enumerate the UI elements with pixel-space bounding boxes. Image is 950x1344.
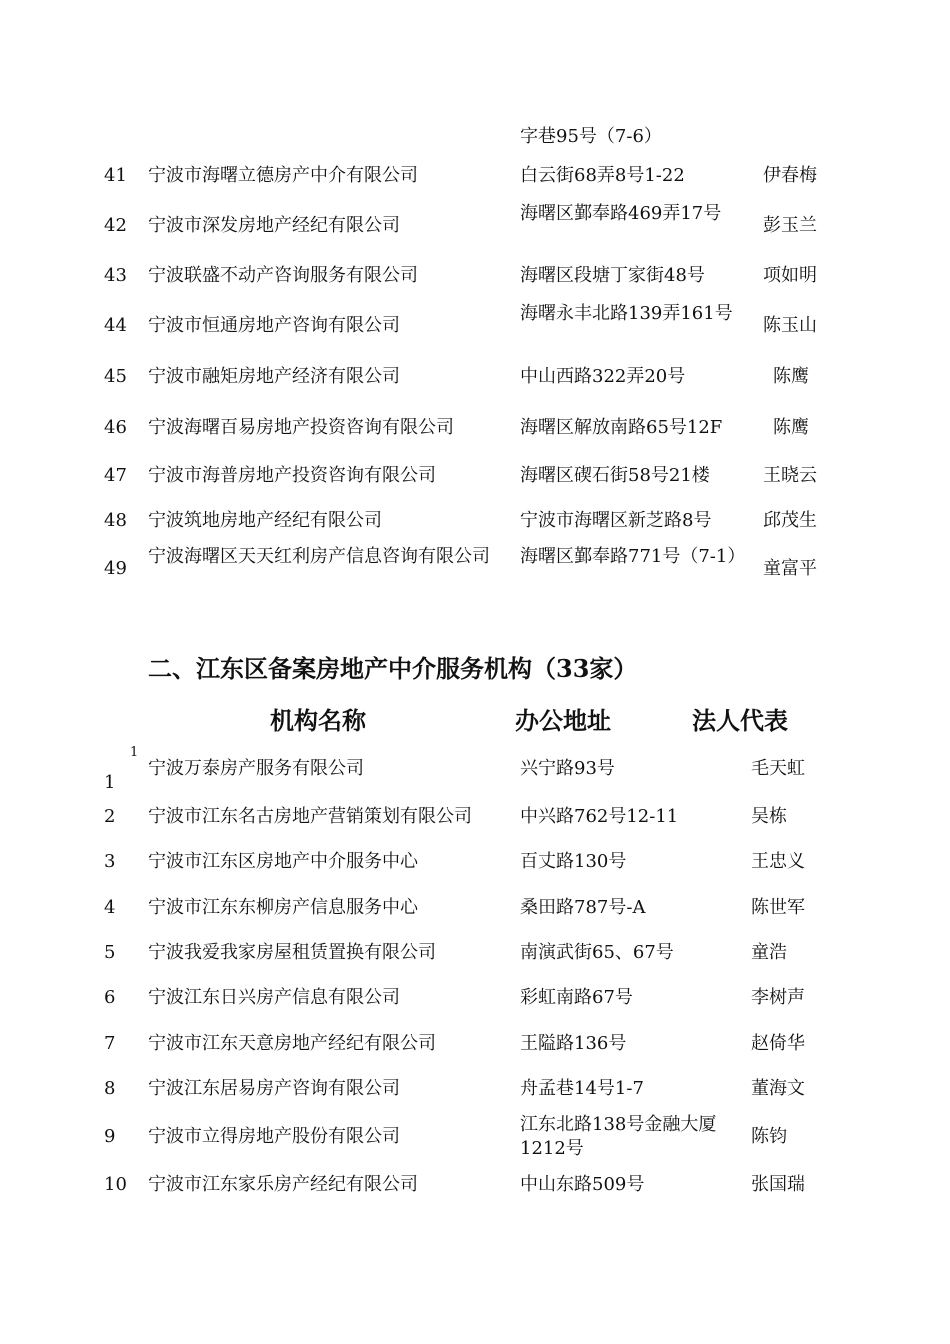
footnote-mark: 1	[130, 745, 139, 760]
office-address: 中山东路509号	[520, 1174, 645, 1195]
legal-representative: 项如明	[763, 265, 817, 286]
office-address: 舟孟巷14号1-7	[520, 1078, 644, 1099]
company-name: 宁波市融矩房地产经济有限公司	[148, 366, 400, 387]
legal-representative: 邱茂生	[763, 510, 817, 531]
row-number: 47	[104, 465, 127, 486]
row-number: 43	[104, 265, 127, 286]
company-name: 宁波江东居易房产咨询有限公司	[148, 1078, 400, 1099]
legal-representative: 陈世军	[751, 897, 805, 918]
row-number: 8	[104, 1078, 116, 1099]
office-address: 王隘路136号	[520, 1033, 627, 1054]
column-header-name: 机构名称	[270, 706, 366, 735]
office-address: 白云街68弄8号1-22	[520, 165, 685, 186]
row-number: 49	[104, 558, 127, 579]
company-name: 宁波市江东天意房地产经纪有限公司	[148, 1033, 436, 1054]
row-number: 9	[104, 1126, 116, 1147]
row-number: 42	[104, 215, 127, 236]
row-number: 6	[104, 987, 116, 1008]
office-address: 海曙区鄞奉路771号（7-1）	[520, 546, 746, 567]
legal-representative: 赵倚华	[751, 1033, 805, 1054]
company-name: 宁波市江东区房地产中介服务中心	[148, 851, 418, 872]
office-address: 海曙区碶石街58号21楼	[520, 465, 710, 486]
company-name: 宁波筑地房地产经纪有限公司	[148, 510, 382, 531]
company-name: 宁波市深发房地产经纪有限公司	[148, 215, 400, 236]
row-number: 3	[104, 851, 116, 872]
section-heading: 二、江东区备案房地产中介服务机构（33家）	[148, 654, 638, 683]
legal-representative: 王晓云	[763, 465, 817, 486]
row-number: 10	[104, 1174, 127, 1195]
legal-representative: 陈玉山	[763, 315, 817, 336]
office-address: 中兴路762号12-11	[520, 806, 679, 827]
office-address: 宁波市海曙区新芝路8号	[520, 510, 712, 531]
office-address: 海曙永丰北路139弄161号	[520, 303, 733, 324]
legal-representative: 彭玉兰	[763, 215, 817, 236]
row-number: 48	[104, 510, 127, 531]
office-address: 中山西路322弄20号	[520, 366, 686, 387]
company-name: 宁波市立得房地产股份有限公司	[148, 1126, 400, 1147]
office-address: 海曙区段塘丁家街48号	[520, 265, 705, 286]
company-name: 宁波市江东东柳房产信息服务中心	[148, 897, 418, 918]
office-address: 百丈路130号	[520, 851, 627, 872]
row-number: 7	[104, 1033, 116, 1054]
office-address: 海曙区解放南路65号12F	[520, 417, 723, 438]
office-address: 彩虹南路67号	[520, 987, 633, 1008]
legal-representative: 童富平	[763, 558, 817, 579]
company-name: 宁波市海曙立德房产中介有限公司	[148, 165, 418, 186]
office-address: 南演武街65、67号	[520, 942, 674, 963]
legal-representative: 王忠义	[751, 851, 805, 872]
row-number: 4	[104, 897, 116, 918]
column-header-address: 办公地址	[515, 706, 611, 735]
row-number: 46	[104, 417, 127, 438]
company-name: 宁波江东日兴房产信息有限公司	[148, 987, 400, 1008]
legal-representative: 李树声	[751, 987, 805, 1008]
row-number: 45	[104, 366, 127, 387]
legal-representative: 陈鹰	[773, 366, 809, 387]
row-number: 2	[104, 806, 116, 827]
column-header-representative: 法人代表	[692, 706, 788, 735]
legal-representative: 童浩	[751, 942, 787, 963]
row-number: 41	[104, 165, 127, 186]
company-name: 宁波市江东名古房地产营销策划有限公司	[148, 806, 472, 827]
legal-representative: 毛天虹	[751, 758, 805, 779]
company-name: 宁波万泰房产服务有限公司	[148, 758, 364, 779]
office-address: 字巷95号（7-6）	[520, 126, 662, 147]
legal-representative: 伊春梅	[763, 165, 817, 186]
office-address: 江东北路138号金融大厦1212号	[520, 1114, 717, 1159]
company-name: 宁波市江东家乐房产经纪有限公司	[148, 1174, 418, 1195]
company-name: 宁波我爱我家房屋租赁置换有限公司	[148, 942, 436, 963]
company-name: 宁波海曙区天天红利房产信息咨询有限公司	[148, 546, 490, 567]
legal-representative: 董海文	[751, 1078, 805, 1099]
legal-representative: 陈钧	[751, 1126, 787, 1147]
office-address: 桑田路787号-A	[520, 897, 646, 918]
legal-representative: 张国瑞	[751, 1174, 805, 1195]
row-number: 1	[104, 772, 116, 793]
office-address: 兴宁路93号	[520, 758, 615, 779]
company-name: 宁波市海普房地产投资咨询有限公司	[148, 465, 436, 486]
office-address: 海曙区鄞奉路469弄17号	[520, 203, 722, 224]
company-name: 宁波海曙百易房地产投资咨询有限公司	[148, 417, 454, 438]
company-name: 宁波联盛不动产咨询服务有限公司	[148, 265, 418, 286]
row-number: 5	[104, 942, 116, 963]
company-name: 宁波市恒通房地产咨询有限公司	[148, 315, 400, 336]
row-number: 44	[104, 315, 127, 336]
legal-representative: 陈鹰	[773, 417, 809, 438]
legal-representative: 吴栋	[751, 806, 787, 827]
